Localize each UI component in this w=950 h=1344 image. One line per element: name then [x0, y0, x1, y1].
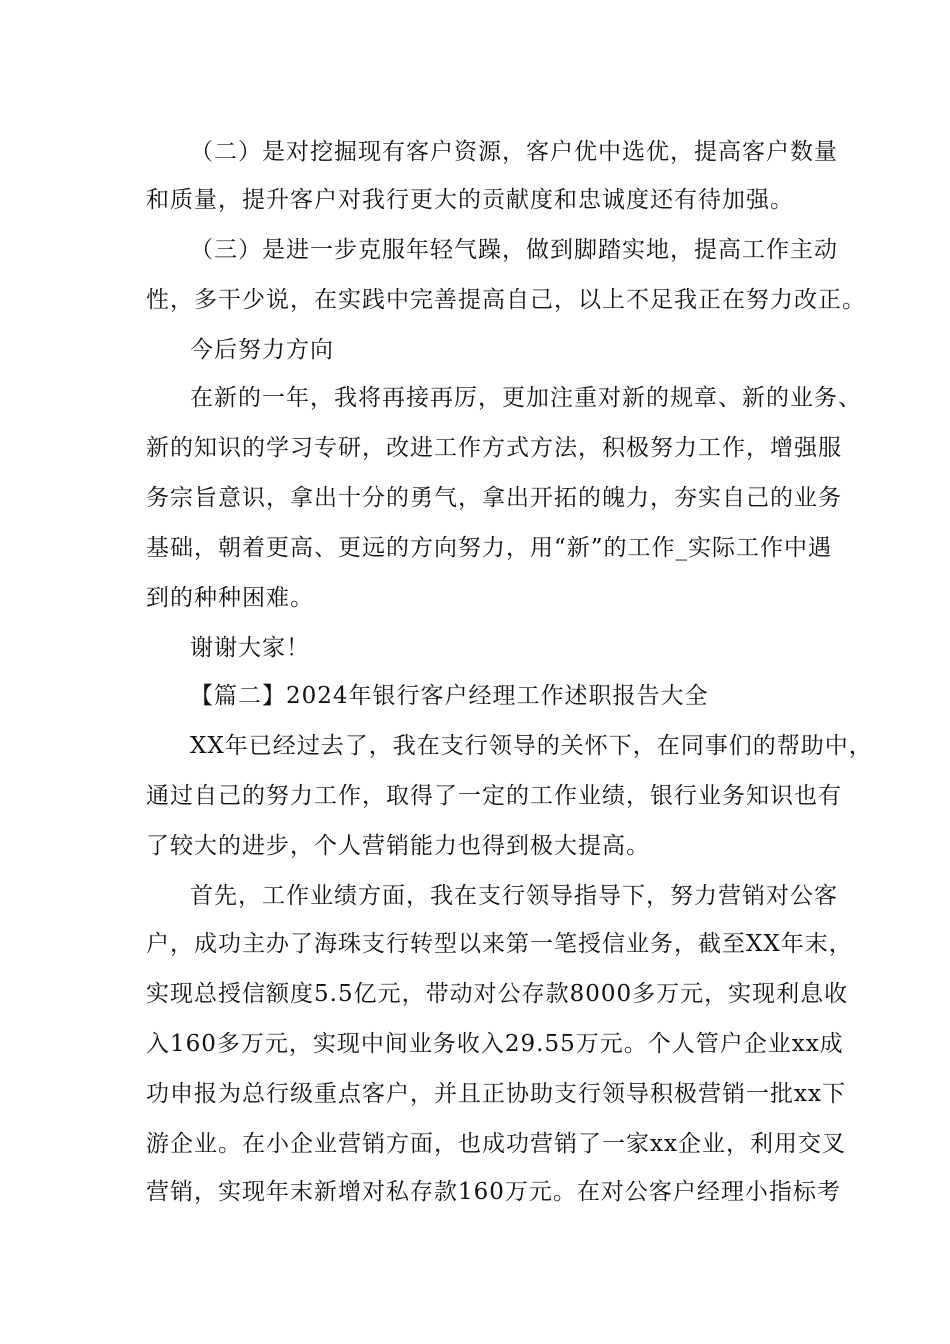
- paragraph-line: 营销，实现年末新增对私存款160万元。在对公客户经理小指标考: [146, 1179, 841, 1205]
- section-heading: 今后努力方向: [190, 337, 334, 363]
- paragraph-line: 在新的一年，我将再接再厉，更加注重对新的规章、新的业务、: [190, 385, 862, 411]
- section-title: 【篇二】2024年银行客户经理工作述职报告大全: [190, 683, 709, 709]
- paragraph-line: （二）是对挖掘现有客户资源，客户优中选优，提高客户数量: [190, 139, 838, 165]
- paragraph-line: 了较大的进步，个人营销能力也得到极大提高。: [146, 833, 650, 859]
- paragraph-line: 功申报为总行级重点客户，并且正协助支行领导积极营销一批xx下: [146, 1081, 846, 1107]
- paragraph-line: 新的知识的学习专研，改进工作方式方法，积极努力工作，增强服: [146, 435, 842, 461]
- paragraph-line: 基础，朝着更高、更远的方向努力，用“新”的工作_实际工作中遇: [146, 535, 833, 561]
- paragraph-line: 到的种种困难。: [146, 585, 314, 611]
- paragraph-line: 游企业。在小企业营销方面，也成功营销了一家xx企业，利用交叉: [146, 1131, 846, 1157]
- paragraph-line: 性，多干少说，在实践中完善提高自己，以上不足我正在努力改正。: [146, 287, 866, 313]
- paragraph-line: 通过自己的努力工作，取得了一定的工作业绩，银行业务知识也有: [146, 783, 842, 809]
- paragraph-line: 户，成功主办了海珠支行转型以来第一笔授信业务，截至XX年末，: [146, 931, 853, 957]
- paragraph-line: 入160多万元，实现中间业务收入29.55万元。个人管户企业xx成: [146, 1031, 844, 1057]
- closing-line: 谢谢大家！: [190, 635, 310, 661]
- paragraph-line: 实现总授信额度5.5亿元，带动对公存款8000多万元，实现利息收: [146, 981, 849, 1007]
- paragraph-line: XX年已经过去了，我在支行领导的关怀下，在同事们的帮助中，: [190, 733, 873, 759]
- paragraph-line: 首先，工作业绩方面，我在支行领导指导下，努力营销对公客: [190, 883, 838, 909]
- paragraph-line: 和质量，提升客户对我行更大的贡献度和忠诚度还有待加强。: [146, 187, 794, 213]
- paragraph-line: 务宗旨意识，拿出十分的勇气，拿出开拓的魄力，夯实自己的业务: [146, 485, 842, 511]
- paragraph-line: （三）是进一步克服年轻气躁，做到脚踏实地，提高工作主动: [190, 237, 838, 263]
